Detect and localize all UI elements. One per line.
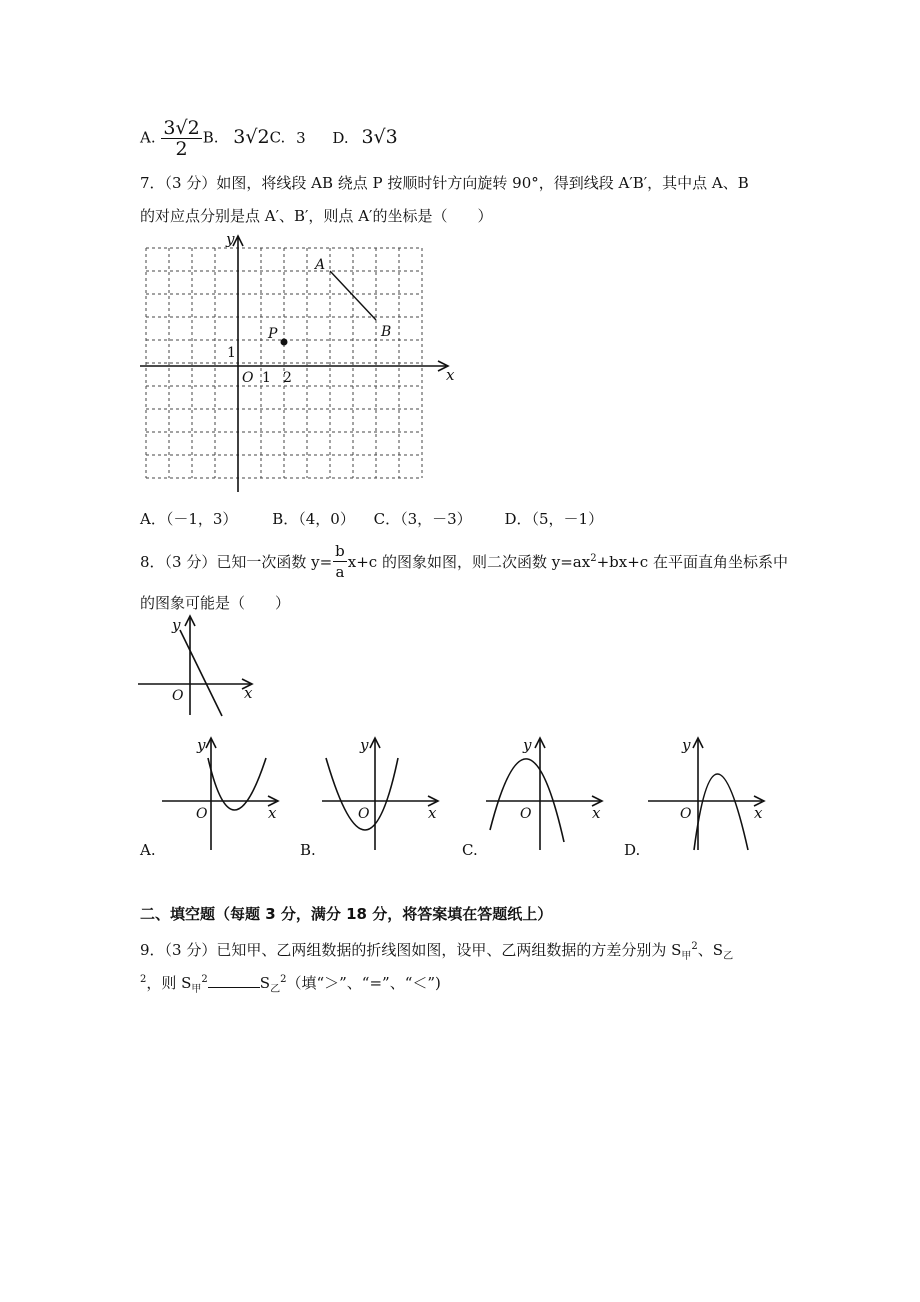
q8-option-b-graph (318, 732, 448, 852)
q7-point-p (281, 339, 288, 346)
q8-fraction-den: a (335, 563, 345, 581)
q8-b-y-label: y (360, 736, 369, 754)
q7-grid-figure (140, 228, 460, 498)
q8-d-y-label: y (682, 736, 691, 754)
q9-text-line2: $^2$，则 $S_甲^2$ $S_乙^2$（填“＞”、“=”、“＜”) (140, 974, 441, 995)
q7-tick-y1: 1 (227, 345, 236, 361)
q9-line2-sub-jia: 甲 (191, 984, 202, 995)
q7-text-line2: 的对应点分别是点 A′、B′，则点 A′的坐标是（ ） (140, 207, 493, 225)
section2-heading: 二、填空题（每题 3 分，满分 18 分，将答案填在答题纸上） (140, 905, 553, 923)
q6-option-c-value: 3 (296, 128, 306, 147)
q9-line2-sub-yi: 乙 (270, 984, 281, 995)
q7-tick-x2: 2 (283, 370, 292, 386)
q8-c-x-label: x (592, 804, 601, 822)
q6-option-b-label: B. (202, 128, 219, 147)
q7-label-a: A (315, 257, 326, 273)
q9-text-line2-post: （填“＞”、“=”、“＜”) (286, 974, 441, 992)
q6-option-d-value: 3√3 (361, 125, 398, 148)
q8-a-x-label: x (268, 804, 277, 822)
q7-origin-label: O (242, 370, 254, 386)
q8-c-origin: O (520, 806, 532, 822)
q8-c-y-label: y (523, 736, 532, 754)
q8-fraction-num: b (335, 542, 345, 560)
q9-sub-yi: 乙 (723, 951, 734, 962)
q8-text-line2: 的图象可能是（ ） (140, 594, 291, 612)
q8-linear-graph (135, 612, 260, 722)
q8-d-origin: O (680, 806, 692, 822)
q9-text-line2-mid: S (259, 974, 271, 992)
q8-text-line1: 8．（3 分）已知一次函数 y= $\frac{b}{a}$ x+c 的图象如图，则二次函数 $y=ax^2+bx+c$ 在平面直角坐标系中 (140, 542, 788, 581)
q9-text-pre: 9．（3 分）已知甲、乙两组数据的折线图如图，设甲、乙两组数据的方差分别为 S (140, 941, 682, 959)
q8-option-c-graph (482, 732, 612, 852)
q8-a-origin: O (196, 806, 208, 822)
q8-d-x-label: x (754, 804, 763, 822)
q8-text-tail: +bx+c 在平面直角坐标系中 (596, 553, 788, 571)
q9-text-line2-pre: ，则 S (146, 974, 192, 992)
q7-y-label: y (226, 230, 235, 248)
q6-option-a-numerator: 3√2 (163, 117, 200, 139)
q8-option-a-graph (158, 732, 288, 852)
q7-option-d: D．（5，－1） (504, 510, 604, 528)
q8-main-origin: O (172, 688, 184, 704)
q8-fraction (333, 541, 347, 582)
q7-text-line1: 7．（3 分）如图，将线段 AB 绕点 P 按顺时针方向旋转 90°，得到线段 A′B′，其中点 A、B (140, 174, 749, 192)
q6-options (140, 118, 398, 159)
q6-option-c-label: C. (269, 128, 286, 147)
q8-option-d-label: D. (624, 841, 641, 859)
q8-option-a-label: A. (140, 841, 156, 859)
q8-option-d-graph (644, 732, 774, 852)
q6-option-a-label: A. (140, 128, 156, 147)
q7-label-b: B (381, 324, 392, 340)
q7-tick-x1: 1 (262, 370, 271, 386)
q8-main-x-label: x (244, 684, 253, 702)
q8-b-origin: O (358, 806, 370, 822)
q9-text-line1: 9．（3 分）已知甲、乙两组数据的折线图如图，设甲、乙两组数据的方差分别为 $S_甲^2$、$S_乙$ (140, 941, 734, 962)
q9-answer-blank[interactable] (208, 973, 260, 988)
q9-sub-jia: 甲 (681, 951, 692, 962)
q8-option-b-label: B. (300, 841, 316, 859)
q8-text-pre: 8．（3 分）已知一次函数 y= (140, 553, 333, 571)
q7-label-p: P (268, 326, 278, 342)
q7-options (140, 508, 603, 529)
q8-text-post: x+c 的图象如图，则二次函数 y=ax (347, 553, 591, 571)
q7-option-a: A．（－1，3） (140, 510, 238, 528)
q6-option-d-label: D. (332, 128, 349, 147)
q7-x-label: x (446, 366, 455, 384)
q8-b-x-label: x (428, 804, 437, 822)
q8-a-y-label: y (197, 736, 206, 754)
q8-option-c-label: C. (462, 841, 478, 859)
q6-option-b-value: 3√2 (233, 125, 270, 148)
q7-option-c: C．（3，－3） (373, 510, 472, 528)
q6-option-a-fraction (161, 118, 201, 159)
q8-main-y-label: y (172, 616, 181, 634)
q6-option-a-denominator: 2 (175, 138, 188, 160)
q7-option-b: B．（4，0） (272, 510, 355, 528)
